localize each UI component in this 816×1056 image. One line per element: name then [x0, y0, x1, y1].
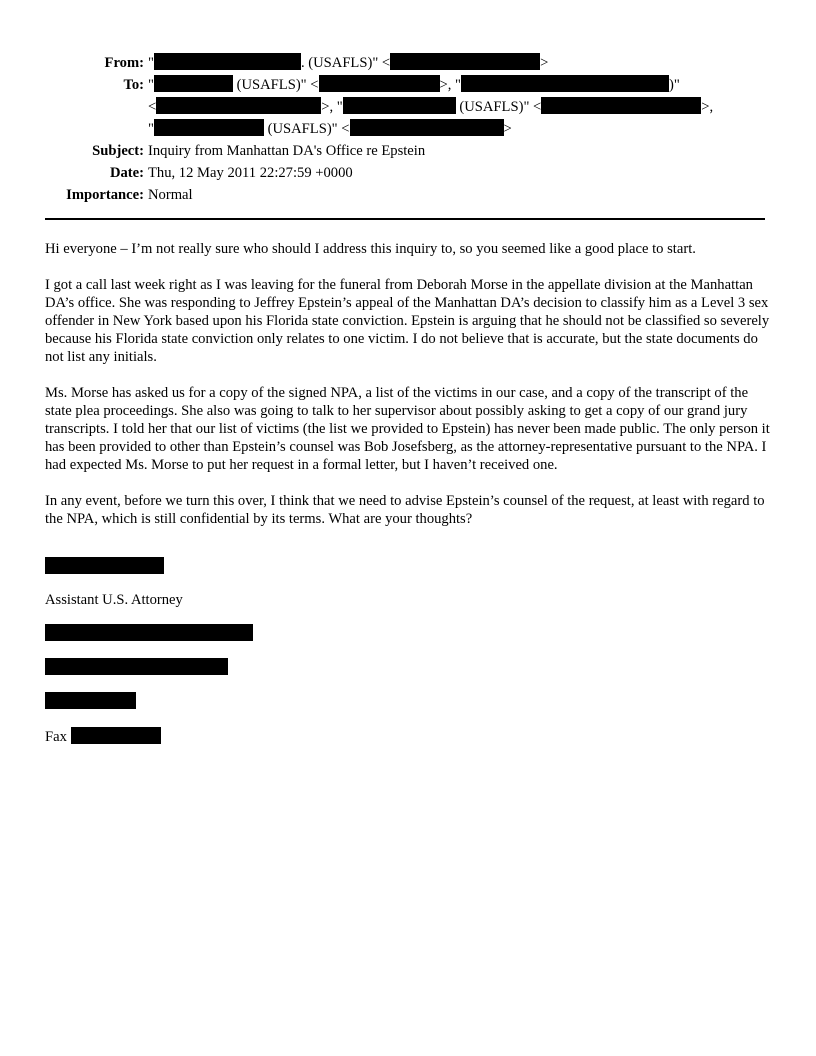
to-value-line-1: " (USAFLS)" < >, " )"	[148, 77, 680, 93]
signature-line-3	[45, 692, 136, 710]
subject-value: Inquiry from Manhattan DA's Office re Epstein	[148, 143, 426, 159]
redaction-box	[350, 119, 504, 136]
header-divider	[45, 218, 765, 220]
redaction-box	[156, 97, 321, 114]
to-row-continued-2	[0, 118, 816, 140]
redaction-box	[461, 75, 669, 92]
from-label: From:	[104, 55, 144, 71]
redaction-box	[390, 53, 540, 70]
body-paragraph-3: Ms. Morse has asked us for a copy of the signed NPA, a list of the victims in our case, and a copy of the transcript of the state plea proceedings. She also was going to talk to her supervisor about possibly asking to get a copy of our grand jury transcripts. I told her that our list of victims (the list we provided to Epstein) has never been made public. The only person it has been provided to other than Epstein’s counsel was Bob Josefsberg, as the attorney-representative pursuant to the NPA. I had expected Ms. Morse to put her request in a formal letter, but I haven’t received one.	[45, 385, 770, 473]
body-paragraph-4: In any event, before we turn this over, I think that we need to advise Epstein’s counsel of the request, at least with regard to the NPA, which is still confidential by its terms. What are your thoughts?	[45, 493, 765, 527]
redaction-box	[541, 97, 701, 114]
date-value: Thu, 12 May 2011 22:27:59 +0000	[148, 165, 353, 181]
to-row	[0, 74, 816, 96]
importance-label: Importance:	[66, 187, 144, 203]
subject-row	[0, 140, 816, 162]
signature-line-1	[45, 624, 253, 642]
from-row	[0, 52, 816, 74]
to-row-continued-1	[0, 96, 816, 118]
redaction-box	[45, 692, 136, 709]
redaction-box	[343, 97, 456, 114]
redaction-box	[71, 727, 161, 744]
email-header	[0, 52, 816, 206]
importance-row	[0, 184, 816, 206]
redaction-box	[319, 75, 440, 92]
to-label: To:	[123, 77, 144, 93]
signature-title: Assistant U.S. Attorney	[45, 592, 183, 608]
signature-name-line	[45, 557, 164, 575]
date-row	[0, 162, 816, 184]
from-value: " . (USAFLS)" < >	[148, 55, 549, 71]
to-value-line-3: " (USAFLS)" < >	[148, 121, 512, 137]
body-paragraph-2: I got a call last week right as I was leaving for the funeral from Deborah Morse in the appellate division at the Manhattan DA’s office. She was responding to Jeffrey Epstein’s appeal of the Manhattan DA’s decision to classify him as a Level 3 sex offender in New York based upon his Florida state conviction. Epstein is arguing that he should not be classified so severely because his Florida state conviction only relates to one victim. I do not believe that is accurate, but the state documents do not list any initials.	[45, 277, 770, 365]
fax-label: Fax	[45, 729, 67, 745]
redaction-box	[45, 557, 164, 574]
to-value-line-2: < >, " (USAFLS)" < >,	[148, 99, 714, 115]
signature-fax-line	[45, 727, 161, 745]
redaction-box	[45, 658, 228, 675]
date-label: Date:	[109, 165, 144, 181]
redaction-box	[154, 53, 301, 70]
importance-value: Normal	[148, 187, 193, 203]
signature-line-2	[45, 658, 228, 676]
email-body	[45, 240, 770, 546]
subject-label: Subject:	[92, 143, 144, 159]
body-paragraph-1: Hi everyone – I’m not really sure who should I address this inquiry to, so you seemed like a good place to start.	[45, 241, 696, 257]
redaction-box	[45, 624, 253, 641]
redaction-box	[154, 75, 233, 92]
redaction-box	[154, 119, 264, 136]
